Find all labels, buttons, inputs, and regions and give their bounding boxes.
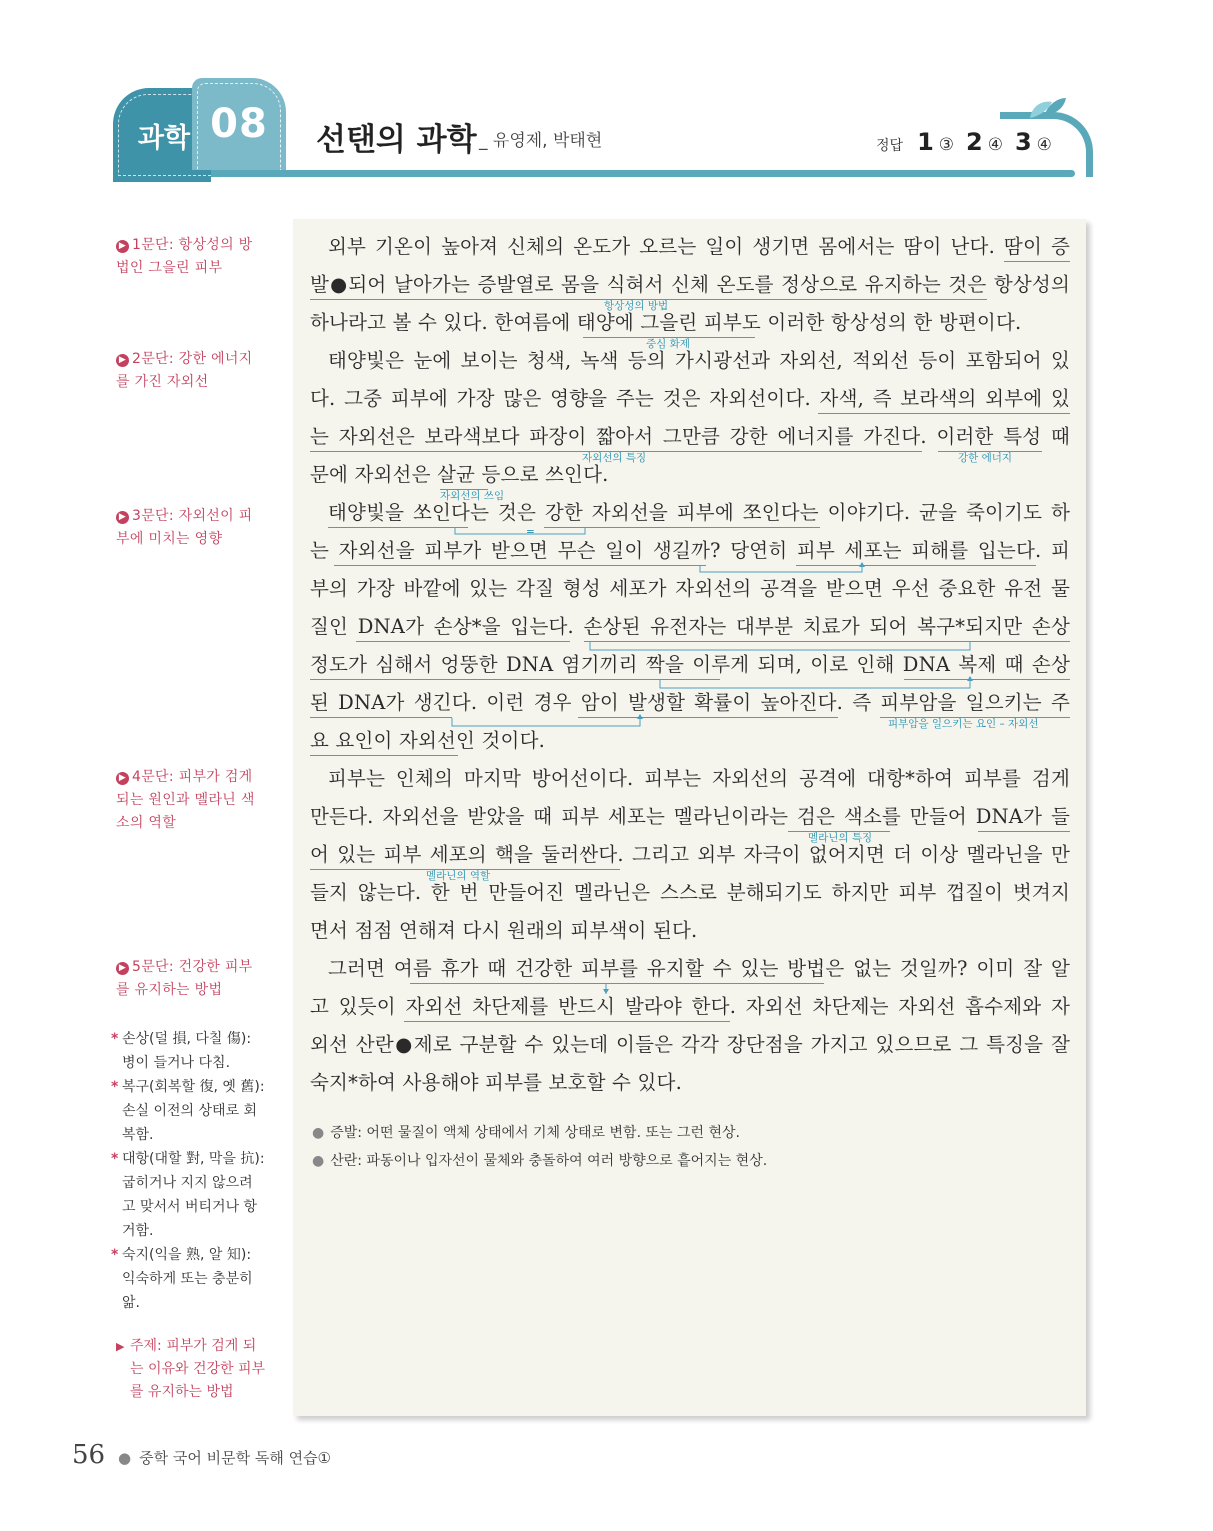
lesson-number: 08 <box>210 101 268 147</box>
passage-line: 그러면 여름 휴가 때 건강한 피부를 유지할 수 있는 방법은 없는 것일까? 이미 잘 알 <box>328 957 1070 980</box>
triangle-icon: ▶ <box>116 1340 125 1353</box>
theme-note: ▶ 주제: 피부가 검게 되는 이유와 건강한 피부를 유지하는 방법 <box>116 1335 266 1404</box>
page-number: 56 <box>72 1440 106 1470</box>
glossary-item: * 복구(회복할 復, 옛 舊): 손실 이전의 상태로 회복함. <box>111 1079 265 1143</box>
passage-line: 부의 가장 바깥에 있는 각질 형성 세포가 자외선의 공격을 받으면 우선 중요한 유전 물 <box>310 577 1070 600</box>
arrow-circle-icon: ▶ <box>116 354 129 367</box>
sidebar-note-4: ▶ 4문단: 피부가 검게 되는 원인과 멜라닌 색소의 역할 <box>116 769 255 831</box>
annotation-label: 자외선의 특징 <box>582 452 647 464</box>
annotation-label: = <box>526 526 535 538</box>
annotation-label: 자외선의 쓰임 <box>440 490 505 502</box>
answer-number: 2 <box>966 128 983 156</box>
passage-line: 요 요인이 자외선인 것이다. <box>310 729 546 752</box>
passage-line: 들지 않는다. 한 번 만들어진 멜라닌은 스스로 분해되기도 하지만 피부 껍질이 벗겨지 <box>310 881 1070 904</box>
passage-line: 발●되어 날아가는 증발열로 몸을 식혀서 신체 온도를 정상으로 유지하는 것은 항상성의 <box>310 273 1070 296</box>
answer-choice: ④ <box>1036 135 1052 155</box>
annotation-label: 피부암을 일으키는 요인 – 자외선 <box>888 718 1039 730</box>
annotation-label: 강한 에너지 <box>958 452 1013 464</box>
glossary-item: * 대항(대할 對, 막을 抗): 굽히거나 지지 않으려고 맞서서 버티거나 항거함. <box>111 1151 265 1239</box>
answer-choice: ③ <box>938 135 955 155</box>
passage-line: 만든다. 자외선을 받았을 때 피부 세포는 멜라닌이라는 검은 색소를 만들어 DNA가 들 <box>310 805 1070 828</box>
arrow-circle-icon: ▶ <box>116 962 129 975</box>
annotation-label: 중심 화제 <box>646 338 690 350</box>
bullet-icon: ● <box>312 1125 325 1141</box>
passage-line: 고 있듯이 자외선 차단제를 반드시 발라야 한다. 자외선 차단제는 자외선 흡수제와 자 <box>310 995 1070 1018</box>
footnote: ● 산란: 파동이나 입자선이 물체와 충돌하여 여러 방향으로 흩어지는 현상. <box>312 1153 768 1169</box>
answer-choice: ④ <box>987 135 1003 155</box>
passage-line: 태양빛을 쏘인다는 것은 강한 자외선을 피부에 쪼인다는 이야기다. 균을 죽이기도 하 <box>328 501 1070 524</box>
annotation-label: 멜라닌의 역할 <box>426 870 491 882</box>
passage-line: 태양빛은 눈에 보이는 청색, 녹색 등의 가시광선과 자외선, 적외선 등이 포함되어 있 <box>328 349 1070 372</box>
page-title: 선탠의 과학 <box>316 122 477 158</box>
footnote: ● 증발: 어떤 물질이 액체 상태에서 기체 상태로 변함. 또는 그런 현상. <box>312 1125 740 1141</box>
sidebar-note-2: ▶ 2문단: 강한 에너지를 가진 자외선 <box>116 351 253 390</box>
bullet-icon: ● <box>118 1449 132 1467</box>
answer-number: 1 <box>917 128 934 156</box>
sidebar-note-5: ▶ 5문단: 건강한 피부를 유지하는 방법 <box>116 959 253 998</box>
passage-line: 면서 점점 연해져 다시 원래의 피부색이 된다. <box>310 919 698 942</box>
passage-line: 는 자외선을 피부가 받으면 무슨 일이 생길까? 당연히 피부 세포는 피해를 입는다. 피 <box>310 539 1070 562</box>
subject-label: 과학 <box>137 122 191 154</box>
glossary-item: * 손상(덜 損, 다칠 傷): 병이 들거나 다침. <box>111 1031 252 1071</box>
authors: _ 유영제, 박태현 <box>479 131 603 151</box>
passage-line: 다. 그중 피부에 가장 많은 영향을 주는 것은 자외선이다. 자색, 즉 보라색의 외부에 있 <box>310 387 1070 410</box>
sidebar-note-1: ▶ 1문단: 항상성의 방법인 그을린 피부 <box>116 237 253 276</box>
passage-line: 숙지*하여 사용해야 피부를 보호할 수 있다. <box>310 1071 682 1094</box>
annotation-label: 항상성의 방법 <box>604 300 669 312</box>
passage-line: 하나라고 볼 수 있다. 한여름에 태양에 그을린 피부도 이러한 항상성의 한 방편이다. <box>310 311 1022 334</box>
passage-line: 피부는 인체의 마지막 방어선이다. 피부는 자외선의 공격에 대항*하여 피부를 검게 <box>328 767 1070 790</box>
passage-line: 외부 기온이 높아져 신체의 온도가 오르는 일이 생기면 몸에서는 땀이 난다. 땀이 증 <box>328 235 1070 258</box>
passage-line: 어 있는 피부 세포의 핵을 둘러싼다. 그리고 외부 자극이 없어지면 더 이상 멜라닌을 만 <box>310 843 1070 866</box>
arrow-circle-icon: ▶ <box>116 772 129 785</box>
passage-line: 정도가 심해서 엉뚱한 DNA 염기끼리 짝을 이루게 되며, 이로 인해 DNA 복제 때 손상 <box>310 653 1070 676</box>
sidebar-note-3: ▶ 3문단: 자외선이 피부에 미치는 영향 <box>116 508 253 547</box>
arrow-circle-icon: ▶ <box>116 240 129 253</box>
bullet-icon: ● <box>312 1153 325 1169</box>
arrow-circle-icon: ▶ <box>116 511 129 524</box>
annotation-label: 멜라닌의 특징 <box>808 832 873 844</box>
passage-line: 는 자외선은 보라색보다 파장이 짧아서 그만큼 강한 에너지를 가진다. 이러한 특성 때 <box>310 425 1070 448</box>
passage-line: 문에 자외선은 살균 등으로 쓰인다. <box>310 463 609 486</box>
passage-line: 외선 산란●제로 구분할 수 있는데 이들은 각각 장단점을 가지고 있으므로 그 특징을 잘 <box>310 1033 1070 1056</box>
answer-key-label: 정답 <box>876 138 904 154</box>
answer-number: 3 <box>1014 128 1032 156</box>
glossary-item: * 숙지(익을 熟, 알 知): 익숙하게 또는 충분히 앎. <box>111 1247 253 1311</box>
passage-line: 된 DNA가 생긴다. 이런 경우 암이 발생할 확률이 높아진다. 즉 피부암을 일으키는 주 <box>310 691 1070 714</box>
passage-line: 질인 DNA가 손상*을 입는다. 손상된 유전자는 대부분 치료가 되어 복구*되지만 손상 <box>310 615 1070 638</box>
book-title: ● 중학 국어 비문학 독해 연습① <box>118 1449 332 1467</box>
